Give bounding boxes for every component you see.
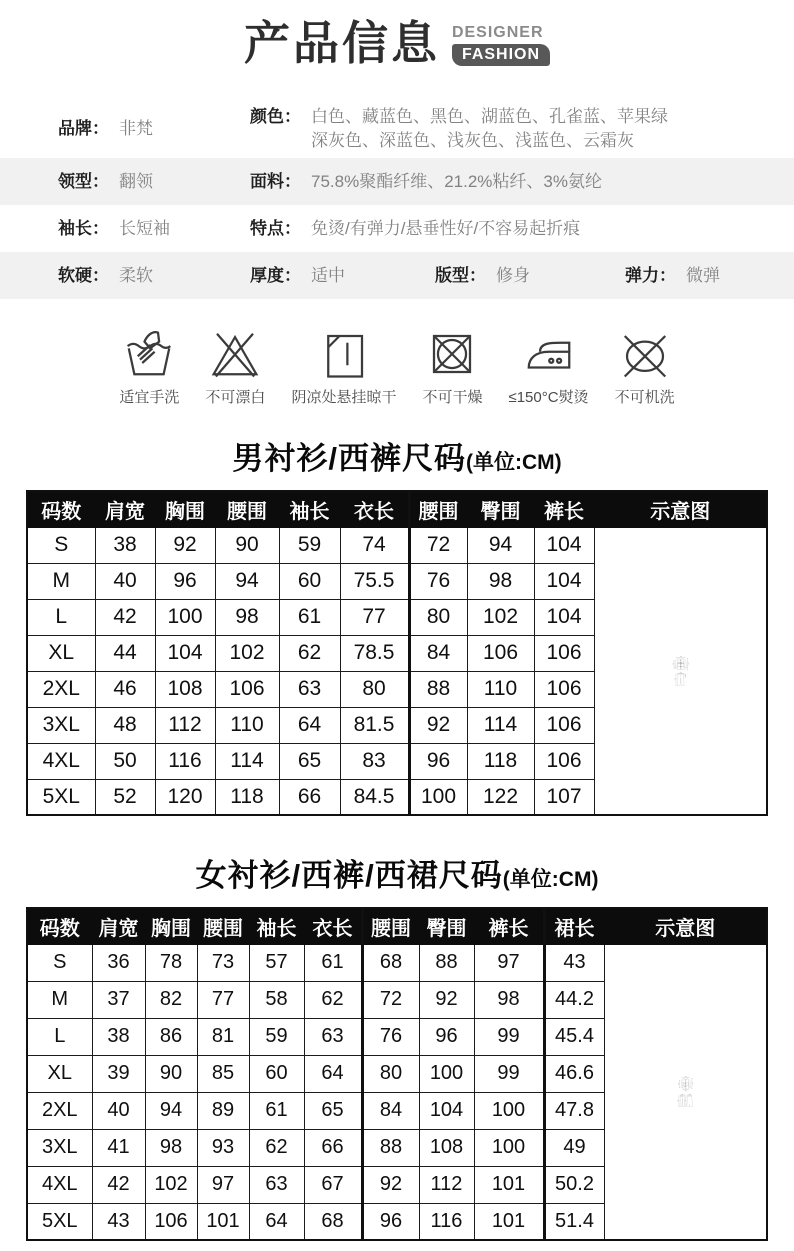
- measurement-cell: 60: [249, 1055, 304, 1092]
- care-item-no-bleach: [205, 327, 265, 407]
- measurement-cell: 92: [155, 527, 215, 563]
- measurement-cell: 57: [249, 944, 304, 981]
- women-chest-label: 胸围: [683, 1084, 686, 1086]
- column-header: 胸围: [155, 491, 215, 527]
- attr-label: 颜色：: [250, 107, 301, 126]
- measurement-cell: 86: [145, 1018, 197, 1055]
- size-label-cell: 2XL: [27, 1092, 92, 1129]
- measurement-cell: 81: [197, 1018, 249, 1055]
- attr-elasticity: [625, 264, 720, 288]
- measurement-cell: 106: [534, 635, 594, 671]
- size-label-cell: 4XL: [27, 743, 95, 779]
- measurement-cell: 80: [340, 671, 409, 707]
- measurement-cell: 108: [419, 1129, 474, 1166]
- measurement-cell: 118: [467, 743, 534, 779]
- women-size-table: [26, 907, 768, 1241]
- attr-thickness: [250, 264, 435, 288]
- measurement-cell: 77: [197, 981, 249, 1018]
- measurement-cell: 62: [249, 1129, 304, 1166]
- no-machine-wash-icon: [618, 327, 672, 381]
- measurement-cell: 80: [409, 599, 467, 635]
- column-header: 腰围: [362, 908, 419, 944]
- measurement-cell: 85: [197, 1055, 249, 1092]
- measurement-cell: 88: [362, 1129, 419, 1166]
- measurement-cell: 92: [409, 707, 467, 743]
- measurement-cell: 80: [362, 1055, 419, 1092]
- measurement-cell: 106: [534, 671, 594, 707]
- attr-label: 特点：: [250, 218, 301, 238]
- women-length-label: 衣长: [691, 1082, 693, 1084]
- attr-row-collar-fabric: [0, 158, 794, 205]
- measurement-cell: 100: [419, 1055, 474, 1092]
- measurement-cell: 101: [474, 1166, 544, 1203]
- column-header: 腰围: [197, 908, 249, 944]
- size-label-cell: S: [27, 944, 92, 981]
- column-header: 码数: [27, 491, 95, 527]
- column-header: 衣长: [340, 491, 409, 527]
- measurement-cell: 42: [92, 1166, 145, 1203]
- measurement-cell: 61: [304, 944, 362, 981]
- measurement-cell: 64: [304, 1055, 362, 1092]
- measurement-cell: 47.8: [544, 1092, 604, 1129]
- size-label-cell: XL: [27, 1055, 92, 1092]
- attr-label: 袖长：: [58, 218, 109, 238]
- women-size-title-main: 女衬衫/西裤/西裙尺码: [195, 858, 503, 893]
- measurement-cell: 84: [409, 635, 467, 671]
- measurement-cell: 50.2: [544, 1166, 604, 1203]
- measurement-cell: 99: [474, 1018, 544, 1055]
- badge-designer-text: DESIGNER: [451, 24, 544, 41]
- size-label-cell: L: [27, 599, 95, 635]
- measurement-cell: 42: [95, 599, 155, 635]
- measurement-cell: 59: [279, 527, 340, 563]
- iron-icon: [522, 327, 576, 381]
- size-label-cell: M: [27, 981, 92, 1018]
- attr-label: 软硬：: [58, 265, 109, 285]
- attr-value: 非梵: [119, 119, 153, 138]
- size-row: [27, 527, 767, 563]
- women-sleeve-label: 袖长: [677, 1082, 679, 1085]
- measurement-cell: 96: [409, 743, 467, 779]
- measurement-cell: 76: [409, 563, 467, 599]
- measurement-cell: 59: [249, 1018, 304, 1055]
- women-size-title-unit: (单位:CM): [502, 868, 599, 891]
- measurement-cell: 120: [155, 779, 215, 815]
- no-bleach-icon: [208, 327, 262, 381]
- column-header: 腰围: [215, 491, 279, 527]
- measurement-cell: 94: [215, 563, 279, 599]
- column-header: 裤长: [534, 491, 594, 527]
- measurement-cell: 38: [95, 527, 155, 563]
- column-header: 示意图: [604, 908, 767, 944]
- measurement-cell: 88: [409, 671, 467, 707]
- attr-value: 适中: [311, 265, 345, 285]
- measurement-cell: 64: [249, 1203, 304, 1240]
- hang-dry-icon: [317, 327, 371, 381]
- measurement-cell: 43: [544, 944, 604, 981]
- measurement-cell: 46: [95, 671, 155, 707]
- men-chest-label: 胸围: [679, 663, 682, 665]
- measurement-cell: 104: [534, 599, 594, 635]
- men-table-header-row: [27, 491, 767, 527]
- measurement-cell: 98: [145, 1129, 197, 1166]
- product-attributes: [0, 100, 794, 299]
- measurement-cell: 100: [474, 1092, 544, 1129]
- measurement-cell: 114: [215, 743, 279, 779]
- measurement-cell: 92: [362, 1166, 419, 1203]
- size-diagram-cell: [604, 944, 767, 1240]
- attr-features: [250, 217, 580, 241]
- measurement-cell: 49: [544, 1129, 604, 1166]
- measurement-cell: 46.6: [544, 1055, 604, 1092]
- column-header: 臀围: [419, 908, 474, 944]
- measurement-cell: 107: [534, 779, 594, 815]
- attr-value: 修身: [496, 265, 530, 285]
- measurement-cell: 114: [467, 707, 534, 743]
- hand-wash-icon: [122, 327, 176, 381]
- measurement-cell: 104: [534, 563, 594, 599]
- measurement-cell: 38: [92, 1018, 145, 1055]
- measurement-cell: 65: [279, 743, 340, 779]
- size-label-cell: M: [27, 563, 95, 599]
- measurement-cell: 44.2: [544, 981, 604, 1018]
- measurement-cell: 61: [249, 1092, 304, 1129]
- measurement-cell: 73: [197, 944, 249, 981]
- measurement-cell: 37: [92, 981, 145, 1018]
- measurement-cell: 116: [419, 1203, 474, 1240]
- men-size-title: [0, 433, 794, 478]
- measurement-cell: 100: [409, 779, 467, 815]
- measurement-cell: 118: [215, 779, 279, 815]
- measurement-cell: 40: [92, 1092, 145, 1129]
- attr-row-brand-color: [0, 100, 794, 158]
- measurement-cell: 101: [197, 1203, 249, 1240]
- measurement-cell: 106: [534, 743, 594, 779]
- size-label-cell: 2XL: [27, 671, 95, 707]
- attr-label: 弹力：: [625, 265, 676, 285]
- measurement-cell: 65: [304, 1092, 362, 1129]
- men-table-body: [27, 527, 767, 815]
- attr-collar: [30, 170, 250, 194]
- measurement-cell: 72: [362, 981, 419, 1018]
- measurement-cell: 51.4: [544, 1203, 604, 1240]
- measurement-cell: 108: [155, 671, 215, 707]
- attr-color: [250, 105, 668, 153]
- measurement-cell: 98: [474, 981, 544, 1018]
- measurement-cell: 66: [304, 1129, 362, 1166]
- men-size-title-unit: (单位:CM): [465, 451, 562, 474]
- men-pants-length-label: 裤长: [674, 677, 676, 680]
- women-table-header-row: [27, 908, 767, 944]
- measurement-cell: 106: [534, 707, 594, 743]
- measurement-cell: 61: [279, 599, 340, 635]
- measurement-cell: 76: [362, 1018, 419, 1055]
- women-pants-length-label: 裤长: [677, 1099, 679, 1102]
- measurement-cell: 101: [474, 1203, 544, 1240]
- measurement-cell: 102: [467, 599, 534, 635]
- attr-label: 品牌：: [58, 119, 109, 138]
- column-header: 胸围: [145, 908, 197, 944]
- size-label-cell: 3XL: [27, 1129, 92, 1166]
- measurement-cell: 67: [304, 1166, 362, 1203]
- care-label: ≤150°C熨烫: [508, 389, 589, 406]
- measurement-cell: 50: [95, 743, 155, 779]
- size-row: [27, 944, 767, 981]
- no-tumble-dry-icon: [425, 327, 479, 381]
- color-list-line1: 白色、藏蓝色、黑色、湖蓝色、孔雀蓝、苹果绿: [311, 107, 668, 126]
- attr-label: 厚度：: [250, 265, 301, 285]
- column-header: 腰围: [409, 491, 467, 527]
- measurement-cell: 62: [304, 981, 362, 1018]
- measurement-cell: 40: [95, 563, 155, 599]
- measurement-cell: 64: [279, 707, 340, 743]
- measurement-cell: 63: [279, 671, 340, 707]
- women-skirt-length-label: 裙长: [684, 1099, 686, 1102]
- care-label: 适宜手洗: [119, 389, 180, 406]
- size-label-cell: S: [27, 527, 95, 563]
- measurement-cell: 78: [145, 944, 197, 981]
- measurement-cell: 89: [197, 1092, 249, 1129]
- women-shoulder-label: 肩宽: [684, 1077, 687, 1079]
- measurement-cell: 90: [145, 1055, 197, 1092]
- measurement-cell: 106: [145, 1203, 197, 1240]
- measurement-cell: 45.4: [544, 1018, 604, 1055]
- measurement-cell: 104: [419, 1092, 474, 1129]
- women-table-body: [27, 944, 767, 1240]
- measurement-cell: 63: [249, 1166, 304, 1203]
- column-header: 码数: [27, 908, 92, 944]
- measurement-cell: 96: [362, 1203, 419, 1240]
- women-hem-label: 摆围: [684, 1091, 687, 1093]
- care-item-iron: [508, 327, 588, 407]
- attr-row-misc: [0, 252, 794, 299]
- column-header: 裤长: [474, 908, 544, 944]
- size-diagram-cell: [594, 527, 767, 815]
- measurement-cell: 94: [145, 1092, 197, 1129]
- care-item-hang-dry: [291, 327, 396, 407]
- page-title: 产品信息: [243, 17, 440, 69]
- care-label: 不可机洗: [614, 389, 675, 406]
- measurement-cell: 39: [92, 1055, 145, 1092]
- measurement-cell: 68: [304, 1203, 362, 1240]
- women-shirt-pants-skirt-diagram: [607, 1076, 765, 1108]
- size-label-cell: XL: [27, 635, 95, 671]
- men-size-title-main: 男衬衫/西裤尺码: [232, 441, 466, 476]
- column-header: 裙长: [544, 908, 604, 944]
- measurement-cell: 41: [92, 1129, 145, 1166]
- attr-row-sleeve-features: [0, 205, 794, 252]
- measurement-cell: 88: [419, 944, 474, 981]
- measurement-cell: 102: [145, 1166, 197, 1203]
- care-label: 不可漂白: [205, 389, 266, 406]
- men-back-length-label: 后衣长: [687, 661, 689, 665]
- attr-value: 微弹: [686, 265, 720, 285]
- care-label: 不可干燥: [422, 389, 483, 406]
- attr-value: 75.8%聚酯纤维、21.2%粘纤、3%氨纶: [311, 171, 602, 191]
- measurement-cell: 98: [215, 599, 279, 635]
- attr-label: 版型：: [435, 265, 486, 285]
- care-label: 阴凉处悬挂晾干: [291, 389, 397, 406]
- size-label-cell: 5XL: [27, 1203, 92, 1240]
- measurement-cell: 58: [249, 981, 304, 1018]
- measurement-cell: 90: [215, 527, 279, 563]
- men-pants-waist-label: 腰围: [679, 672, 682, 674]
- measurement-cell: 110: [467, 671, 534, 707]
- measurement-cell: 92: [419, 981, 474, 1018]
- size-label-cell: 5XL: [27, 779, 95, 815]
- measurement-cell: 72: [409, 527, 467, 563]
- measurement-cell: 68: [362, 944, 419, 981]
- measurement-cell: 99: [474, 1055, 544, 1092]
- attr-softness: [30, 264, 250, 288]
- size-label-cell: 4XL: [27, 1166, 92, 1203]
- care-item-hand-wash: [119, 327, 179, 407]
- women-pants-waist-label: 腰围: [681, 1094, 683, 1096]
- attr-sleeve: [30, 217, 250, 241]
- care-instructions: [0, 321, 794, 407]
- designer-fashion-badge: [452, 24, 550, 66]
- measurement-cell: 52: [95, 779, 155, 815]
- measurement-cell: 75.5: [340, 563, 409, 599]
- attr-value: [311, 105, 668, 153]
- measurement-cell: 78.5: [340, 635, 409, 671]
- column-header: 袖长: [279, 491, 340, 527]
- measurement-cell: 43: [92, 1203, 145, 1240]
- measurement-cell: 112: [155, 707, 215, 743]
- measurement-cell: 96: [419, 1018, 474, 1055]
- men-shirt-pants-diagram: [597, 656, 765, 687]
- page-header: [0, 0, 794, 88]
- attr-fit: [435, 264, 625, 288]
- men-sleeve-label: 袖长: [672, 662, 674, 665]
- measurement-cell: 102: [215, 635, 279, 671]
- women-skirt-waist-label: 腰围: [688, 1094, 691, 1096]
- attr-label: 面料：: [250, 171, 301, 191]
- women-size-title: [0, 850, 794, 895]
- men-shoulder-label: 肩宽: [679, 656, 682, 658]
- measurement-cell: 66: [279, 779, 340, 815]
- measurement-cell: 98: [467, 563, 534, 599]
- measurement-cell: 110: [215, 707, 279, 743]
- women-waist-label: 腰围: [683, 1086, 686, 1088]
- column-header: 衣长: [304, 908, 362, 944]
- measurement-cell: 44: [95, 635, 155, 671]
- measurement-cell: 93: [197, 1129, 249, 1166]
- measurement-cell: 82: [145, 981, 197, 1018]
- measurement-cell: 106: [215, 671, 279, 707]
- measurement-cell: 100: [155, 599, 215, 635]
- measurement-cell: 84.5: [340, 779, 409, 815]
- column-header: 示意图: [594, 491, 767, 527]
- column-header: 袖长: [249, 908, 304, 944]
- attr-value: 免烫/有弹力/悬垂性好/不容易起折痕: [311, 218, 581, 238]
- measurement-cell: 60: [279, 563, 340, 599]
- measurement-cell: 104: [155, 635, 215, 671]
- size-label-cell: 3XL: [27, 707, 95, 743]
- measurement-cell: 97: [197, 1166, 249, 1203]
- size-label-cell: L: [27, 1018, 92, 1055]
- column-header: 臀围: [467, 491, 534, 527]
- measurement-cell: 97: [474, 944, 544, 981]
- men-waist-label: 腰围: [679, 665, 682, 667]
- care-item-no-machine-wash: [615, 327, 675, 407]
- measurement-cell: 83: [340, 743, 409, 779]
- measurement-cell: 74: [340, 527, 409, 563]
- measurement-cell: 94: [467, 527, 534, 563]
- measurement-cell: 63: [304, 1018, 362, 1055]
- attr-label: 领型：: [58, 171, 109, 191]
- measurement-cell: 112: [419, 1166, 474, 1203]
- attr-brand: [30, 117, 250, 141]
- measurement-cell: 122: [467, 779, 534, 815]
- measurement-cell: 84: [362, 1092, 419, 1129]
- measurement-cell: 96: [155, 563, 215, 599]
- badge-fashion-text: FASHION: [452, 44, 550, 66]
- attr-value: 长短袖: [119, 218, 170, 238]
- measurement-cell: 81.5: [340, 707, 409, 743]
- care-item-no-tumble-dry: [422, 327, 482, 407]
- men-rise-label: 前裆: [684, 674, 686, 677]
- measurement-cell: 104: [534, 527, 594, 563]
- men-size-table: [26, 490, 768, 816]
- measurement-cell: 62: [279, 635, 340, 671]
- color-list-line2: 深灰色、深蓝色、浅灰色、浅蓝色、云霜灰: [311, 131, 634, 150]
- column-header: 肩宽: [95, 491, 155, 527]
- measurement-cell: 116: [155, 743, 215, 779]
- measurement-cell: 100: [474, 1129, 544, 1166]
- attr-value: 翻领: [119, 171, 153, 191]
- measurement-cell: 36: [92, 944, 145, 981]
- measurement-cell: 48: [95, 707, 155, 743]
- attr-value: 柔软: [119, 265, 153, 285]
- measurement-cell: 77: [340, 599, 409, 635]
- attr-fabric: [250, 170, 602, 194]
- measurement-cell: 106: [467, 635, 534, 671]
- column-header: 肩宽: [92, 908, 145, 944]
